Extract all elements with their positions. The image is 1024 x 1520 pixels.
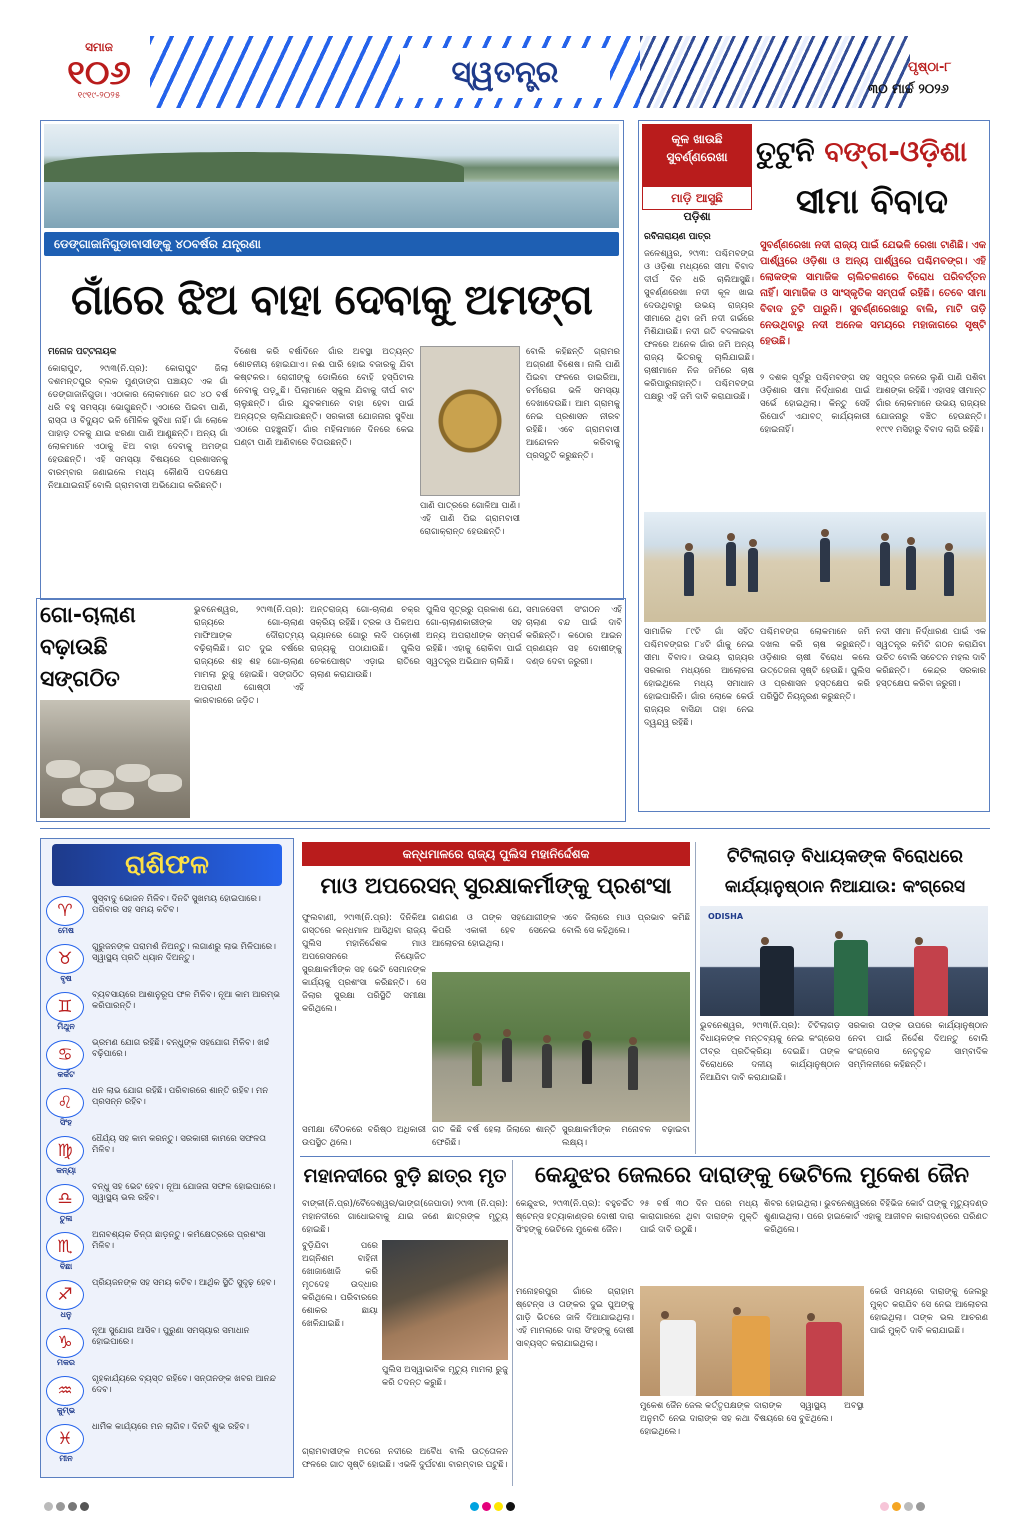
photo-person	[582, 1040, 592, 1084]
border-highlight-text: ସୁବର୍ଣ୍ଣରେଖା ନଦୀ ରାଜ୍ୟ ପାଇଁ ଯେଭଳି ରେଖା ଟାଣିଛି। ଏକ ପାର୍ଶ୍ୱରେ ଓଡ଼ିଶା ଓ ଅନ୍ୟ ପାର୍ଶ୍ୱରେ ପଶ୍ଚିମବଙ୍ଗ। ଏହି ଲୋକଙ୍କ ସାମାଜିକ ଚାଲିଚଳଣରେ ବିରୋଧ ପରିବର୍ତ୍ତନ ନାହିଁ। ସାମାଜିକ ଓ ସାଂସ୍କୃତିକ ସମ୍ପର୍କ ରହିଛି। ତେବେ ସୀମା ବିବାଦ ତୁଟି ପାରୁନି। ସୁବର୍ଣ୍ଣରେଖାରୁ ବାଲି, ମାଟି ତାଡ଼ି ନେଉଥିବାରୁ ନଦୀ ଅନେକ ସମୟରେ ମହାଜାଗରେ ସୃଷ୍ଟି ହେଉଛି।	[760, 240, 986, 347]
lead-column-2	[234, 346, 414, 596]
keonjhar-text-3: ଶିବର ହୋଇଥିଲା। ଭୁବନେଶ୍ୱରରେ ବିହିଭିଜ କୋର୍ଟ ତାଙ୍କୁ ମୃତ୍ୟୁଦଣ୍ଡ ଶୁଣାଇଥିଲା। ପରେ ହାଇକୋର୍ଟ ଏହାକୁ ଆଜୀବନ କାରାଦଣ୍ଡରେ ପରିଣତ କରିଥିଲେ।	[764, 1199, 988, 1235]
lead-inset-photo-water-vessel	[420, 346, 520, 496]
zodiac-icon: ♌	[46, 1088, 84, 1118]
maoist-story-kicker: କନ୍ଧମାଳରେ ରାଜ୍ୟ ପୁଲିସ ମହାନିର୍ଦ୍ଦେଶକ	[302, 842, 690, 866]
lead-column-4	[526, 346, 620, 596]
titilagarh-column-1	[700, 1020, 840, 1154]
zodiac-prediction-text: ଗୃହକାର୍ଯ୍ୟରେ ବ୍ୟସ୍ତ ରହିବେ। ସନ୍ତାନଙ୍କ ଖବର ଆନନ୍ଦ ଦେବ।	[92, 1374, 276, 1395]
zodiac-prediction-text: ଧନ ଲାଭ ଯୋଗ ରହିଛି। ପରିବାରରେ ଶାନ୍ତି ରହିବ। ମନ ପ୍ରସନ୍ନ ରହିବ।	[92, 1086, 269, 1107]
photo-person	[906, 546, 916, 590]
cattle-text-4: ସମାଜସେବୀ ସଂଗଠନ ଏହି ଚାଲାଣ ବନ୍ଦ ପାଇଁ ଦାବି କରିଛନ୍ତି। କଠୋର ଆଇନ ପ୍ରଣୟନ ସହ ଦୋଷୀଙ୍କୁ ଦଣ୍ଡ ଦେବା ଜରୁରୀ।	[526, 605, 622, 667]
maoist-text-1: ଫୁଲବାଣୀ, ୨୯ା୩(ନି.ପ୍ର): ଦିନିକିଆ ଗସ୍ତରେ କନ୍ଧମାଳ ଆସିଥିବା ରାଜ୍ୟ ପୁଲିସ ମହାନିର୍ଦ୍ଦେଶକ ମାଓ ଅପରେସନରେ ନିୟୋଜିତ ସୁରକ୍ଷାକର୍ମୀଙ୍କ ସହ ଭେଟି ସେମାନଙ୍କ କାର୍ଯ୍ୟକୁ ପ୍ରଶଂସା କରିଛନ୍ତି। ସେ ଜିଲାର ସୁରକ୍ଷା ପରିସ୍ଥିତି ସମୀକ୍ଷା କରିଥିଲେ।	[302, 913, 426, 1014]
section-title: ସ୍ୱତନ୍ତ୍ର	[400, 48, 610, 98]
keonjhar-text-6: ଦାରାଙ୍କ ସ୍ୱାସ୍ଥ୍ୟ ଅବସ୍ଥା ବିଷୟରେ ସେ ବୁଝିଥିଲେ।	[754, 1401, 864, 1424]
rashifal-row	[44, 940, 290, 987]
border-story-column-3	[760, 372, 870, 508]
headline-prefix: ତୁଟୁନି	[756, 135, 825, 168]
lead-headline[interactable]: ଗାଁରେ ଝିଅ ବାହା ଦେବାକୁ ଅମଙ୍ଗ	[71, 275, 592, 324]
keonjhar-text-2: ୨୫ ବର୍ଷ ୩୦ ଦିନ ପରେ ମଧ୍ୟ କାରାଗାରରେ ଥିବା ଦାରାଙ୍କ ମୁକ୍ତି ପାଇଁ ଦାବି ଉଠୁଛି।	[640, 1199, 758, 1235]
zodiac-sign-name: ମିଥୁନ	[57, 1022, 75, 1031]
section-divider	[40, 828, 990, 829]
mahanadi-photo	[382, 1240, 508, 1360]
photo-person	[628, 1046, 638, 1090]
zodiac-icon: ♓	[46, 1424, 84, 1454]
cattle-story-headline[interactable]: ଗୋ-ଚାଲାଣ ବଢ଼ାଉଛି ସଙ୍ଗଠିତ	[40, 603, 136, 692]
photo-hill-shape	[44, 152, 464, 182]
photo-banner-text: ODISHA	[708, 912, 744, 921]
maoist-story-column-3	[562, 912, 690, 972]
keonjhar-column-6	[754, 1400, 864, 1486]
lead-byline: ମନୋଜ ପଟ୍ଟନାୟକ	[48, 347, 117, 357]
zodiac-prediction-text: ଧୈର୍ଯ୍ୟ ସହ କାମ କରନ୍ତୁ। ସରକାରୀ କାମରେ ସଫଳତା ମିଳିବ।	[92, 1134, 267, 1155]
border-story-highlight	[760, 238, 986, 368]
logo-years: ୧୯୧୯-୨୦୨୫	[77, 91, 121, 101]
photo-person	[472, 1042, 482, 1086]
border-text-1: ଜଳେଶ୍ୱର, ୨୯ା୩: ପଶ୍ଚିମବଙ୍ଗ ଓ ଓଡ଼ିଶା ମଧ୍ୟରେ ସୀମା ବିବାଦ ଦୀର୍ଘ ଦିନ ଧରି ଚାଲିଆସୁଛି। ସୁବର୍ଣ୍ଣରେଖା ନଦୀ କୂଳ ଖାଇ ଦେଉଥିବାରୁ ଉଭୟ ରାଜ୍ୟର ସୀମାରେ ଥିବା ଜମି ନଦୀ ଗର୍ଭରେ ମିଶିଯାଉଛି। ନଦୀ ଗତି ବଦଳାଇବା ଫଳରେ ଅନେକ ଗାଁର ଜମି ଅନ୍ୟ ରାଜ୍ୟ ଭିତରକୁ ଚାଲିଯାଇଛି। ଚାଷୀମାନେ ନିଜ ଜମିରେ ଚାଷ କରିପାରୁନାହାନ୍ତି। ପଶ୍ଚିମବଙ୍ଗ ପକ୍ଷରୁ ଏହି ଜମି ଦାବି କରାଯାଉଛି।	[644, 249, 754, 402]
photo-person	[726, 542, 736, 586]
keonjhar-text-1: କେନ୍ଦୁଝର, ୨୯ା୩(ନି.ପ୍ର): ବହୁଚର୍ଚ୍ଚିତ ଷ୍ଟେନ୍ସ ହତ୍ୟାକାଣ୍ଡର ଦୋଷୀ ଦାରା ସିଂହଙ୍କୁ ଭେଟିଲେ ମୁକେଶ ଜୈନ।	[516, 1199, 634, 1235]
print-color-dots-right	[880, 1496, 928, 1506]
rashifal-row	[44, 1036, 290, 1083]
cattle-story-column-2	[310, 604, 420, 818]
print-color-dots-left	[44, 1496, 92, 1506]
tag-line-2: ସୁବର୍ଣ୍ଣରେଖା	[666, 150, 728, 164]
titilagarh-column-2	[848, 1020, 988, 1154]
border-text-7: ନଦୀ ସୀମା ନିର୍ଦ୍ଧାରଣ ପାଇଁ ଏକ ସ୍ୱତନ୍ତ୍ର କମିଟି ଗଠନ କରାଯିବା ଉଚିତ ବୋଲି ସଚେତନ ମହଲ ଦାବି କରିଛନ୍ତି। କେନ୍ଦ୍ର ସରକାର ହସ୍ତକ୍ଷେପ କରିବା ଜରୁରୀ।	[876, 627, 986, 689]
photo-person	[748, 548, 758, 592]
keonjhar-column-3	[764, 1198, 988, 1282]
keonjhar-column-7	[870, 1286, 988, 1486]
mahanadi-column-1	[302, 1240, 378, 1440]
zodiac-sign-name: ତୁଳା	[59, 1214, 73, 1223]
rashifal-row	[44, 1324, 290, 1371]
zodiac-prediction-text: ସୁସ୍ବାଦୁ ଭୋଜନ ମିଳିବ। ଦିନଟି ସୁଖମୟ ହୋଇପାରେ। ପରିବାର ସହ ସମୟ କଟିବ।	[92, 894, 261, 915]
photo-person	[684, 552, 694, 596]
photo-cow	[116, 764, 150, 782]
maoist-story-column-1	[302, 912, 426, 1122]
maoist-text-2: ଗଣଗଣ ଓ ତାଙ୍କ ସହଯୋଗୀଙ୍କ କିପରି ଏକାକୀ ହେବ ସେନେଇ ଆଲୋଚନା ହୋଇଥିଲା।	[432, 913, 556, 949]
zodiac-sign-name: ବିଛା	[59, 1262, 73, 1271]
border-text-5: ସାମାଜିକ ୮୯ଟି ଗାଁ ସହିତ ପଶ୍ଚିମବଙ୍ଗର ୮୪ଟି ଗାଁକୁ ନେଇ ସୀମା ବିବାଦ। ଉଭୟ ରାଜ୍ୟର ସରକାର ମଧ୍ୟରେ ଆଲୋଚନା ହୋଇଥିଲେ ମଧ୍ୟ ସମାଧାନ ହୋଇପାରିନି। ଗାଁର ଲୋକେ କେଉଁ ରାଜ୍ୟର ବାସିନ୍ଦା ତାହା ନେଇ ଦ୍ୱନ୍ଦ୍ୱ ରହିଛି।	[644, 627, 754, 728]
column-divider	[695, 842, 696, 1154]
maoist-story-headline[interactable]: ମାଓ ଅପରେସନ୍ ସୁରକ୍ଷାକର୍ମୀଙ୍କୁ ପ୍ରଶଂସା	[320, 874, 672, 899]
border-story-column-5	[644, 626, 754, 808]
lead-kicker: ଡେଙ୍ଗାଜାନିଗୁଡାବାସୀଙ୍କୁ ୪୦ବର୍ଷର ଯନ୍ତ୍ରଣା	[44, 232, 619, 256]
border-text-4: ସମୁଦ୍ର ଜଳରେ ଲୁଣି ପାଣି ପଶିବା ଆଶଙ୍କା ରହିଛି। ଏହାସହ ସୀମାନ୍ତ ଗାଁର ଲୋକମାନେ ଉଭୟ ରାଜ୍ୟର ଯୋଜନାରୁ ବଞ୍ଚିତ ହେଉଛନ୍ତି। ୧୯୯୧ ମସିହାରୁ ବିବାଦ ଲାଗି ରହିଛି।	[876, 373, 986, 435]
print-color-dots-center	[470, 1496, 518, 1506]
mahanadi-text-2: ଗ୍ରାମବାସୀଙ୍କ ମତରେ ନଦୀରେ ଅବୈଧ ବାଲି ଉତ୍ତୋଳନ ଫଳରେ ଗାତ ସୃଷ୍ଟି ହୋଇଛି। ଏଭଳି ଦୁର୍ଘଟଣା ବାରମ୍ବାର ଘଟୁଛି।	[302, 1447, 508, 1470]
rashifal-row	[44, 1372, 290, 1419]
cattle-story-column-1	[194, 604, 304, 818]
titilagarh-text-1: ଭୁବନେଶ୍ୱର, ୨୯ା୩(ନି.ପ୍ର): ଟିଟିଲାଗଡ଼ ବିଧାୟକଙ୍କ ମନ୍ତବ୍ୟକୁ ନେଇ କଂଗ୍ରେସ ତୀବ୍ର ପ୍ରତିକ୍ରିୟା ଦେଇଛି। ତାଙ୍କ ବିରୋଧରେ ଦଳୀୟ କାର୍ଯ୍ୟାନୁଷ୍ଠାନ ନିଆଯିବା ଦାବି କରାଯାଇଛି।	[700, 1021, 840, 1083]
lead-photo-reservoir	[44, 124, 619, 228]
mahanadi-column-3	[382, 1364, 508, 1444]
zodiac-sign-name: ବୃଷ	[60, 974, 72, 983]
zodiac-prediction-text: ନୂଆ ସୁଯୋଗ ଆସିବ। ପୁରୁଣା ସମସ୍ୟାର ସମାଧାନ ହୋଇପାରେ।	[92, 1326, 250, 1347]
zodiac-icon: ♐	[46, 1280, 84, 1310]
zodiac-sign-name: ସିଂହ	[60, 1118, 72, 1127]
keonjhar-text-7: କେଉଁ ସମୟରେ ଦାରାଙ୍କୁ ଜେଲରୁ ମୁକ୍ତ କରାଯିବ ସେ ନେଇ ଆଲୋଚନା ହୋଇଥିଲା। ତାଙ୍କ ଭଲ ଆଚରଣ ପାଇଁ ମୁକ୍ତି ଦାବି କରାଯାଇଛି।	[870, 1287, 988, 1336]
zodiac-prediction-text: ବନ୍ଧୁ ସହ ଭେଟ ହେବ। ନୂଆ ଯୋଜନା ସଫଳ ହୋଇପାରେ। ସ୍ୱାସ୍ଥ୍ୟ ଭଲ ରହିବ।	[92, 1182, 276, 1203]
border-story-photo-riverbank	[644, 512, 986, 622]
photo-person	[660, 1320, 696, 1396]
zodiac-icon: ♎	[46, 1184, 84, 1214]
zodiac-sign-name: କର୍କଟ	[57, 1070, 75, 1079]
photo-person	[542, 1044, 552, 1088]
border-story-tag-sub2: ପଡ଼ିଶା	[683, 210, 711, 223]
photo-person	[806, 1322, 842, 1396]
keonjhar-text-5: ମୁକେଶ ଜୈନ ଜେଲ କର୍ତ୍ତୃପକ୍ଷଙ୍କ ଅନୁମତି ନେଇ ଦାରାଙ୍କ ସହ କଥା ହୋଇଥିଲେ।	[640, 1401, 750, 1437]
border-story-headline-2[interactable]: ସୀମା ବିବାଦ	[795, 182, 949, 222]
zodiac-prediction-text: ଗୁରୁଜନଙ୍କ ପରାମର୍ଶ ନିଅନ୍ତୁ। ଲଗାଣରୁ ଲାଭ ମିଳିପାରେ। ସ୍ୱାସ୍ଥ୍ୟ ପ୍ରତି ଧ୍ୟାନ ଦିଅନ୍ତୁ।	[92, 942, 276, 963]
lead-caption-text: ପାଣି ପାତ୍ରରେ ଗୋଳିଆ ପାଣି। ଏହି ପାଣି ପିଇ ଗ୍ରାମବାସୀ ରୋଗାକ୍ରାନ୍ତ ହେଉଛନ୍ତି।	[420, 501, 520, 537]
photo-person	[914, 946, 948, 1016]
zodiac-icon: ♒	[46, 1376, 84, 1406]
headline-accent: ବଙ୍ଗ-ଓଡ଼ିଶା	[824, 135, 968, 168]
zodiac-sign-name: କୁମ୍ଭ	[56, 1406, 76, 1415]
mahanadi-column-2	[302, 1446, 508, 1486]
zodiac-prediction-text: ଭ୍ରମଣ ଯୋଗ ରହିଛି। ବନ୍ଧୁଙ୍କ ସହଯୋଗ ମିଳିବ। ଖର୍ଚ୍ଚ ବଢ଼ିପାରେ।	[92, 1038, 270, 1059]
photo-person	[944, 552, 954, 596]
keonjhar-photo	[640, 1286, 864, 1396]
zodiac-sign-name: ମକର	[57, 1358, 75, 1367]
border-story-column-6	[760, 626, 870, 808]
titilagarh-text-2: ସରକାର ତାଙ୍କ ଉପରେ କାର୍ଯ୍ୟାନୁଷ୍ଠାନ ନେବା ପାଇଁ ନିର୍ଦ୍ଦେଶ ଦିଅନ୍ତୁ ବୋଲି କଂଗ୍ରେସ ନେତୃବୃନ୍ଦ ସାମ୍ବାଦିକ ସମ୍ମିଳନୀରେ କହିଛନ୍ତି।	[848, 1021, 988, 1070]
photo-person	[760, 946, 794, 1016]
issue-date: ୩୦ ମାର୍ଚ୍ଚ ୨୦୨୬	[868, 82, 949, 97]
maoist-story-column-4	[302, 1124, 426, 1154]
lead-text-1: କୋରାପୁଟ, ୨୯ା୩(ନି.ପ୍ର): କୋରାପୁଟ ଜିଲା ଦଶମନ୍ତପୁର ବ୍ଲକ ମୁଣ୍ଡାଙ୍ଗ ପଞ୍ଚାୟତ ଏକ ଗାଁ ଡେଙ୍ଗାଜାନିଗୁଡା। ଏଠାକାର ଲୋକମାନେ ଗତ ୪୦ ବର୍ଷ ଧରି ବହୁ ସମସ୍ୟା ଭୋଗୁଛନ୍ତି। ଏଠାରେ ପିଇବା ପାଣି, ରାସ୍ତା ଓ ବିଦ୍ୟୁତ ଭଳି ମୌଳିକ ସୁବିଧା ନାହିଁ। ଗାଁ ଲୋକେ ପାହାଡ଼ ତଳକୁ ଯାଇ ଝରଣା ପାଣି ଆଣୁଛନ୍ତି। ଅନ୍ୟ ଗାଁ ଲୋକମାନେ ଏଠାକୁ ଝିଅ ବାହା ଦେବାକୁ ଅମଙ୍ଗ ହେଉଛନ୍ତି। ଏହି ସମସ୍ୟା ବିଷୟରେ ପ୍ରଶାସନକୁ ବାରମ୍ବାର ଜଣାଇଲେ ମଧ୍ୟ କୌଣସି ପଦକ୍ଷେପ ନିଆଯାଇନାହିଁ ବୋଲି ଗ୍ରାମବାସୀ ଅଭିଯୋଗ କରିଛନ୍ତି।	[48, 364, 228, 491]
photo-cow	[46, 760, 80, 778]
photo-person	[834, 940, 868, 1016]
zodiac-prediction-text: ଧାର୍ମିକ କାର୍ଯ୍ୟରେ ମନ ଲାଗିବ। ଦିନଟି ଶୁଭ ରହିବ।	[92, 1422, 249, 1432]
photo-person	[880, 542, 890, 586]
photo-person	[820, 538, 830, 582]
zodiac-icon: ♉	[46, 944, 84, 974]
rashifal-row	[44, 1420, 290, 1467]
cattle-text-2: ଅନ୍ତରାଜ୍ୟ ଗୋ-ଚାଲାଣ ଚକ୍ର ସକ୍ରିୟ ରହିଛି। ଟ୍ରକ ଓ ପିକଅପ ଭ୍ୟାନରେ ଗୋରୁ ଲଦି ପଡ଼ୋଶୀ ରାଜ୍ୟକୁ ପଠାଯାଉଛି। ପୁଲିସ ଚେକପୋଷ୍ଟ ଏଡ଼ାଇ ରାତିରେ ଚାଲାଣ କରାଯାଉଛି।	[310, 605, 420, 680]
cattle-story-column-4	[526, 604, 622, 818]
cattle-story-photo	[40, 700, 190, 818]
cattle-text-3: ପୁଲିସ ସୂତ୍ରରୁ ପ୍ରକାଶ ଯେ, ଗୋ-ଚାଲାଣକାରୀଙ୍କ ସହ ଅନ୍ୟ ଅପରାଧୀଙ୍କ ସମ୍ପର୍କ ରହିଛି। ଏହାକୁ ରୋକିବା ପାଇଁ ସ୍ୱତନ୍ତ୍ର ଅଭିଯାନ ଚାଲିଛି।	[426, 605, 522, 667]
cattle-story-column-3	[426, 604, 522, 818]
maoist-story-photo	[432, 972, 690, 1122]
titilagarh-headline-1[interactable]: ଟିଟିଲାଗଡ଼ ବିଧାୟକଙ୍କ ବିରୋଧରେ	[726, 846, 963, 867]
maoist-text-6: ସୁରକ୍ଷାକର୍ମୀଙ୍କ ମନୋବଳ ବଢ଼ାଇବା ଲକ୍ଷ୍ୟ।	[562, 1125, 690, 1148]
zodiac-sign-name: ମେଷ	[58, 926, 74, 935]
lead-text-2: ବିଶେଷ କରି ବର୍ଷାଦିନେ ଗାଁର ଅବସ୍ଥା ଅତ୍ୟନ୍ତ ଶୋଚନୀୟ ହୋଇଯାଏ। ନଈ ପାରି ହୋଇ ବଜାରକୁ ଯିବା କଷ୍ଟକର। ରୋଗୀଙ୍କୁ ଡୋଲିରେ ବୋହି ହସ୍ପିଟାଲ ନେବାକୁ ପଡ଼ୁଛି। ପିଲାମାନେ ସ୍କୁଲ ଯିବାକୁ ଦୀର୍ଘ ବାଟ ଚାଲୁଛନ୍ତି। ଗାଁର ଯୁବକମାନେ ବାହା ହେବା ପାଇଁ ଅନ୍ୟତ୍ର ଚାଲିଯାଉଛନ୍ତି। ସରକାରୀ ଯୋଜନାର ସୁବିଧା ଏଠାରେ ପହଞ୍ଚୁନାହିଁ। ଗାଁର ମହିଳାମାନେ ଦିନରେ କେଇ ଘଣ୍ଟା ପାଣି ଆଣିବାରେ ବିତାଉଛନ୍ତି।	[234, 347, 414, 448]
keonjhar-text-4: ମନୋହରପୁର ଗାଁରେ ଗ୍ରାହାମ ଷ୍ଟେନ୍ସ ଓ ତାଙ୍କର ଦୁଇ ପୁଅଙ୍କୁ ଗାଡ଼ି ଭିତରେ ଜାଳି ଦିଆଯାଇଥିଲା। ଏହି ମାମଲାରେ ଦାରା ସିଂହଙ୍କୁ ଦୋଷୀ ସାବ୍ୟସ୍ତ କରାଯାଇଥିଲା।	[516, 1287, 634, 1349]
cattle-text-1: ଭୁବନେଶ୍ୱର, ୨୯ା୩(ନି.ପ୍ର): ରାଜ୍ୟରେ ଗୋ-ଚାଲାଣ ମାଫିଆଙ୍କ ଦୌରାତ୍ମ୍ୟ ବଢ଼ିଚାଲିଛି। ଗତ ଦୁଇ ବର୍ଷରେ ରାଜ୍ୟରେ ଶହ ଶହ ଗୋ-ଚାଲାଣ ମାମଲା ରୁଜୁ ହୋଇଛି। ସଙ୍ଗଠିତ ଅପରାଧୀ ଗୋଷ୍ଠୀ ଏହି କାରବାରରେ ଜଡ଼ିତ।	[194, 605, 304, 706]
zodiac-sign-name: ଧନୁ	[60, 1310, 72, 1319]
photo-cow	[62, 788, 96, 806]
keonjhar-column-2	[640, 1198, 758, 1282]
mahanadi-text-3: ପୁଲିସ ଅସ୍ୱାଭାବିକ ମୃତ୍ୟୁ ମାମଲା ରୁଜୁ କରି ତଦନ୍ତ କରୁଛି।	[382, 1365, 508, 1388]
maoist-story-column-5	[432, 1124, 556, 1154]
zodiac-sign-name: କନ୍ୟା	[56, 1166, 76, 1175]
lead-text-4: ବୋଲି କହିଛନ୍ତି ଗ୍ରାମର ଅଗ୍ରଣୀ ବିଶେଷ। ନାଲି ପାଣି ପିଇବା ଫଳରେ ଡାଇରିଆ, ଚର୍ମରୋଗ ଭଳି ସମସ୍ୟା ଦେଖାଦେଉଛି। ଆମ ଗ୍ରାମକୁ ନେଇ ପ୍ରଶାସନ ନୀରବ ରହିଛି। ଏବେ ଗ୍ରାମବାସୀ ଆନ୍ଦୋଳନ କରିବାକୁ ପ୍ରସ୍ତୁତି କରୁଛନ୍ତି।	[526, 347, 620, 461]
titilagarh-headline-2[interactable]: କାର୍ଯ୍ୟାନୁଷ୍ଠାନ ନିଆଯାଉ: କଂଗ୍ରେସ	[724, 877, 966, 897]
rashifal-row	[44, 1276, 290, 1323]
zodiac-icon: ♑	[46, 1328, 84, 1358]
column-divider	[512, 1160, 513, 1486]
lead-inset-caption	[420, 500, 520, 596]
photo-person	[732, 1316, 770, 1396]
zodiac-sign-name: ମୀନ	[59, 1454, 73, 1463]
zodiac-icon: ♍	[46, 1136, 84, 1166]
lead-column-1	[48, 346, 228, 596]
maoist-story-column-6	[562, 1124, 690, 1154]
page-number: ପୃଷ୍ଠା-୮	[908, 60, 952, 75]
zodiac-prediction-text: ଅନାବଶ୍ୟକ ଚିନ୍ତା ଛାଡ଼ନ୍ତୁ। କର୍ମକ୍ଷେତ୍ରରେ ପ୍ରଶଂସା ମିଳିବ।	[92, 1230, 266, 1251]
border-text-3: ୨ ଦଶକ ପୂର୍ବରୁ ପଶ୍ଚିମବଙ୍ଗ ସହ ଓଡ଼ିଶାର ସୀମା ନିର୍ଦ୍ଧାରଣ ପାଇଁ ସର୍ଭେ ହୋଇଥିଲା। କିନ୍ତୁ ସେହି ରିପୋର୍ଟ ଏଯାବତ୍ କାର୍ଯ୍ୟକାରୀ ହୋଇନାହିଁ।	[760, 373, 870, 435]
maoist-text-3: ଏବେ ଜିଲାରେ ମାଓ ପ୍ରଭାବ କମିଛି ବୋଲି ସେ କହିଥିଲେ।	[562, 913, 690, 936]
mahanadi-intro-text: ବାଙ୍କୀ(ନି.ପ୍ର)/ବୈଦେଶ୍ୱର/ଭାଙ୍ଗ(ଜେପାଡା) ୨୯ା୩ (ନି.ପ୍ର): ମହାନଦୀରେ ଗାଧୋଇବାକୁ ଯାଇ ଜଣେ ଛାତ୍ରଙ୍କ ମୃତ୍ୟୁ ହୋଇଛି।	[302, 1199, 508, 1235]
border-text-6: ପଶ୍ଚିମବଙ୍ଗ ଲୋକମାନେ ଜମି ଦଖଲ କରି ଚାଷ କରୁଛନ୍ତି। ଓଡ଼ିଶାର ଚାଷୀ ବିରୋଧ କଲେ ଉତ୍ତେଜନା ସୃଷ୍ଟି ହେଉଛି। ପୁଲିସ ଓ ପ୍ରଶାସନ ହସ୍ତକ୍ଷେପ କରି ପରିସ୍ଥିତି ନିୟନ୍ତ୍ରଣ କରୁଛନ୍ତି।	[760, 627, 870, 702]
zodiac-icon: ♋	[46, 1040, 84, 1070]
border-story-tag	[642, 124, 752, 186]
maoist-text-4: ସମୀକ୍ଷା ବୈଠକରେ ବରିଷ୍ଠ ଅଧିକାରୀ ଉପସ୍ଥିତ ଥିଲେ।	[302, 1125, 426, 1148]
border-story-column-1	[644, 248, 754, 508]
photo-cow	[148, 774, 182, 792]
border-story-headline-1[interactable]	[756, 128, 988, 176]
photo-water-shape	[44, 182, 619, 228]
zodiac-icon: ♏	[46, 1232, 84, 1262]
rashifal-title: ରାଶିଫଳ	[52, 844, 282, 886]
maoist-story-column-2	[432, 912, 556, 972]
border-story-tag-sub: ମାଡ଼ି ଆସୁଛି	[642, 186, 752, 210]
rashifal-row	[44, 1228, 290, 1275]
rashifal-row	[44, 892, 290, 939]
mahanadi-text-1: ବୁଡ଼ିଯିବା ପରେ ଅଗ୍ନିଶମ ବାହିନୀ ଖୋଜାଖୋଜି କରି ମୃତଦେହ ଉଦ୍ଧାର କରିଥିଲେ। ପରିବାରରେ ଶୋକର ଛାୟା ଖେଳିଯାଇଛି।	[302, 1241, 378, 1329]
keonjhar-column-5	[640, 1400, 750, 1486]
keonjhar-headline[interactable]: କେନ୍ଦୁଝର ଜେଲରେ ଦାରାଙ୍କୁ ଭେଟିଲେ ମୁକେଶ ଜୈନ	[534, 1163, 970, 1188]
photo-person	[502, 1038, 512, 1082]
rashifal-row	[44, 1132, 290, 1179]
tag-line-1: କୂଳ ଖାଉଛି	[671, 132, 723, 146]
newspaper-logo[interactable]	[44, 40, 154, 108]
maoist-text-5: ଗତ କିଛି ବର୍ଷ ହେଲା ଜିଲାରେ ଶାନ୍ତି ଫେରିଛି।	[432, 1125, 556, 1148]
keonjhar-column-4	[516, 1286, 634, 1486]
zodiac-prediction-text: ବ୍ୟବସାୟରେ ଆଶାନୁରୂପ ଫଳ ମିଳିବ। ନୂଆ କାମ ଆରମ୍ଭ କରିପାରନ୍ତି।	[92, 990, 280, 1011]
border-story-column-4	[876, 372, 986, 508]
mahanadi-intro	[302, 1198, 508, 1238]
border-story-column-7	[876, 626, 986, 808]
zodiac-icon: ♈	[46, 896, 84, 926]
logo-name: ସମାଜ	[85, 40, 113, 54]
rashifal-row	[44, 988, 290, 1035]
border-story-byline: ରବିନାରାୟଣ ପାତ୍ର	[644, 232, 711, 242]
rashifal-row	[44, 1180, 290, 1227]
rashifal-row	[44, 1084, 290, 1131]
logo-anniversary-number: ୧୦୬	[67, 53, 131, 93]
zodiac-icon: ♊	[46, 992, 84, 1022]
section-divider	[300, 1156, 990, 1157]
keonjhar-column-1	[516, 1198, 634, 1282]
mahanadi-headline[interactable]: ମହାନଦୀରେ ବୁଡ଼ି ଛାତ୍ର ମୃତ	[303, 1165, 507, 1187]
zodiac-prediction-text: ପ୍ରିୟଜନଙ୍କ ସହ ସମୟ କଟିବ। ଆର୍ଥିକ ସ୍ଥିତି ସୁଦୃଢ଼ ହେବ।	[92, 1278, 276, 1288]
masthead-stripes-dark	[640, 36, 910, 108]
titilagarh-photo-press-meet	[700, 906, 988, 1016]
photo-cow	[80, 770, 114, 788]
photo-cow	[100, 792, 134, 810]
